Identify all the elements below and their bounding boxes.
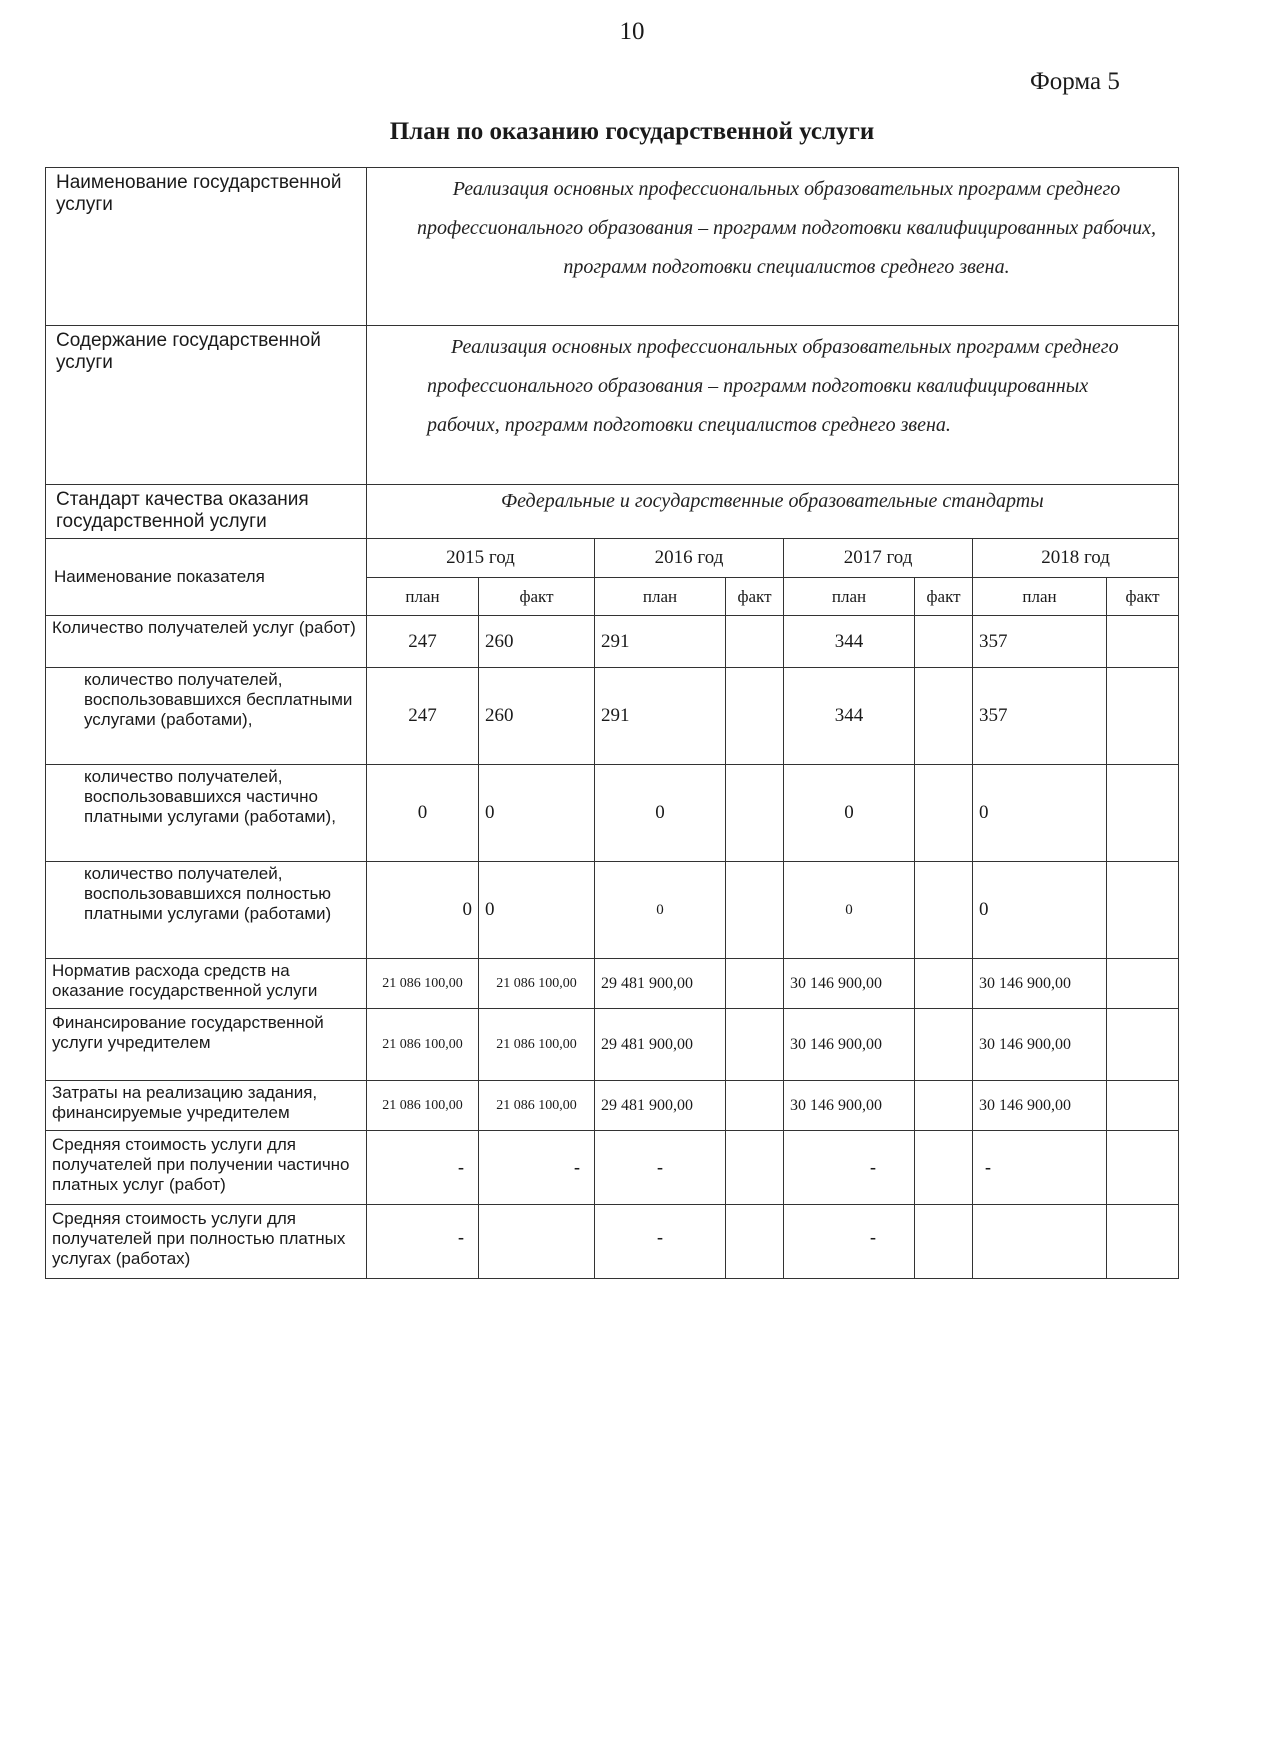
row-label: Средняя стоимость услуги для получателей при получении частично платных услуг (работ) <box>46 1131 367 1205</box>
info-label: Наименование государственной услуги <box>46 168 367 326</box>
year-2018-header: 2018 год <box>973 539 1179 578</box>
table-row <box>46 1205 1179 1279</box>
info-value: Реализация основных профессиональных образовательных программ среднего профессионального образования – программ подготовки квалифицированных рабочих, программ подготовки специалистов среднего звена. <box>367 168 1179 326</box>
cell-2017-fact <box>915 959 973 1009</box>
document-title: План по оказанию государственной услуги <box>389 118 875 145</box>
cell-2017-plan: - <box>784 1205 915 1279</box>
row-label: Финансирование государственной услуги учредителем <box>46 1009 367 1081</box>
cell-2016-plan: 0 <box>595 765 726 862</box>
row-label: Средняя стоимость услуги для получателей при полностью платных услугах (работах) <box>46 1205 367 1279</box>
cell-2017-fact <box>915 616 973 668</box>
cell-2015-fact: 260 <box>479 668 595 765</box>
table-row <box>46 1009 1179 1081</box>
year-header-row <box>46 539 1179 578</box>
plan-header: план <box>595 578 726 616</box>
cell-2018-fact <box>1107 1009 1179 1081</box>
table-row <box>46 765 1179 862</box>
cell-2016-plan: 291 <box>595 616 726 668</box>
cell-2018-plan: 30 146 900,00 <box>973 1081 1107 1131</box>
row-label: количество получателей, воспользовавшихся бесплатными услугами (работами), <box>46 668 367 765</box>
cell-2016-fact <box>726 1205 784 1279</box>
cell-2015-fact: 21 086 100,00 <box>479 1081 595 1131</box>
table-row <box>46 616 1179 668</box>
cell-2016-plan: 29 481 900,00 <box>595 959 726 1009</box>
cell-2015-fact: 0 <box>479 862 595 959</box>
info-value: Федеральные и государственные образовательные стандарты <box>367 485 1179 539</box>
fact-header: факт <box>915 578 973 616</box>
service-info-table <box>45 167 1179 539</box>
info-value: Реализация основных профессиональных образовательных программ среднего профессионального образования – программ подготовки квалифицированных рабочих, программ подготовки специалистов среднего звена. <box>367 326 1179 485</box>
cell-2018-fact <box>1107 862 1179 959</box>
cell-2018-fact <box>1107 616 1179 668</box>
cell-2018-plan: 30 146 900,00 <box>973 959 1107 1009</box>
cell-2016-fact <box>726 668 784 765</box>
cell-2016-fact <box>726 1081 784 1131</box>
cell-2016-plan: - <box>595 1131 726 1205</box>
cell-2016-fact <box>726 616 784 668</box>
cell-2016-plan: - <box>595 1205 726 1279</box>
info-row-service-name <box>46 168 1179 326</box>
cell-2017-fact <box>915 1131 973 1205</box>
cell-2015-fact: 0 <box>479 765 595 862</box>
cell-2017-plan: 30 146 900,00 <box>784 959 915 1009</box>
cell-2015-plan: 0 <box>367 862 479 959</box>
info-label: Содержание государственной услуги <box>46 326 367 485</box>
cell-2018-fact <box>1107 668 1179 765</box>
cell-2017-fact <box>915 765 973 862</box>
cell-2017-fact <box>915 1081 973 1131</box>
indicators-table <box>45 538 1179 1279</box>
cell-2018-fact <box>1107 959 1179 1009</box>
cell-2017-plan: 344 <box>784 668 915 765</box>
cell-2018-fact <box>1107 765 1179 862</box>
page-number: 10 <box>619 18 645 45</box>
plan-header: план <box>973 578 1107 616</box>
cell-2018-plan: 357 <box>973 668 1107 765</box>
cell-2016-plan: 29 481 900,00 <box>595 1081 726 1131</box>
cell-2016-fact <box>726 1131 784 1205</box>
table-row <box>46 668 1179 765</box>
cell-2016-fact <box>726 1009 784 1081</box>
cell-2017-plan: 30 146 900,00 <box>784 1081 915 1131</box>
cell-2018-fact <box>1107 1131 1179 1205</box>
cell-2015-plan: 247 <box>367 668 479 765</box>
year-2015-header: 2015 год <box>367 539 595 578</box>
cell-2017-plan: 0 <box>784 765 915 862</box>
cell-2018-plan: 357 <box>973 616 1107 668</box>
table-row <box>46 1131 1179 1205</box>
fact-header: факт <box>726 578 784 616</box>
cell-2018-plan: - <box>973 1131 1107 1205</box>
cell-2015-fact <box>479 1205 595 1279</box>
cell-2018-plan: 0 <box>973 862 1107 959</box>
cell-2017-plan: 0 <box>784 862 915 959</box>
cell-2015-plan: 21 086 100,00 <box>367 1009 479 1081</box>
info-row-quality-standard <box>46 485 1179 539</box>
plan-header: план <box>784 578 915 616</box>
cell-2017-fact <box>915 668 973 765</box>
cell-2015-plan: 247 <box>367 616 479 668</box>
table-row <box>46 1081 1179 1131</box>
cell-2015-fact: 260 <box>479 616 595 668</box>
cell-2015-plan: 21 086 100,00 <box>367 959 479 1009</box>
cell-2017-plan: 30 146 900,00 <box>784 1009 915 1081</box>
row-label: количество получателей, воспользовавшихся полностью платными услугами (работами) <box>46 862 367 959</box>
table-row <box>46 862 1179 959</box>
cell-2018-fact <box>1107 1081 1179 1131</box>
indicator-header: Наименование показателя <box>46 539 367 616</box>
fact-header: факт <box>1107 578 1179 616</box>
fact-header: факт <box>479 578 595 616</box>
cell-2015-plan: 0 <box>367 765 479 862</box>
info-row-service-content <box>46 326 1179 485</box>
cell-2018-plan: 0 <box>973 765 1107 862</box>
form-label: Форма 5 <box>1030 68 1120 95</box>
cell-2015-plan: 21 086 100,00 <box>367 1081 479 1131</box>
row-label: Норматив расхода средств на оказание государственной услуги <box>46 959 367 1009</box>
table-row <box>46 959 1179 1009</box>
row-label: Затраты на реализацию задания, финансируемые учредителем <box>46 1081 367 1131</box>
cell-2017-plan: 344 <box>784 616 915 668</box>
year-2017-header: 2017 год <box>784 539 973 578</box>
info-label: Стандарт качества оказания государственной услуги <box>46 485 367 539</box>
cell-2015-plan: - <box>367 1205 479 1279</box>
row-label: Количество получателей услуг (работ) <box>46 616 367 668</box>
cell-2015-fact: - <box>479 1131 595 1205</box>
cell-2016-fact <box>726 765 784 862</box>
cell-2016-fact <box>726 862 784 959</box>
cell-2016-plan: 291 <box>595 668 726 765</box>
year-2016-header: 2016 год <box>595 539 784 578</box>
cell-2017-plan: - <box>784 1131 915 1205</box>
cell-2017-fact <box>915 1009 973 1081</box>
cell-2016-plan: 29 481 900,00 <box>595 1009 726 1081</box>
cell-2016-fact <box>726 959 784 1009</box>
cell-2017-fact <box>915 862 973 959</box>
plan-header: план <box>367 578 479 616</box>
cell-2016-plan: 0 <box>595 862 726 959</box>
cell-2015-plan: - <box>367 1131 479 1205</box>
cell-2015-fact: 21 086 100,00 <box>479 959 595 1009</box>
cell-2018-plan: 30 146 900,00 <box>973 1009 1107 1081</box>
cell-2018-fact <box>1107 1205 1179 1279</box>
cell-2018-plan <box>973 1205 1107 1279</box>
cell-2015-fact: 21 086 100,00 <box>479 1009 595 1081</box>
cell-2017-fact <box>915 1205 973 1279</box>
row-label: количество получателей, воспользовавшихся частично платными услугами (работами), <box>46 765 367 862</box>
